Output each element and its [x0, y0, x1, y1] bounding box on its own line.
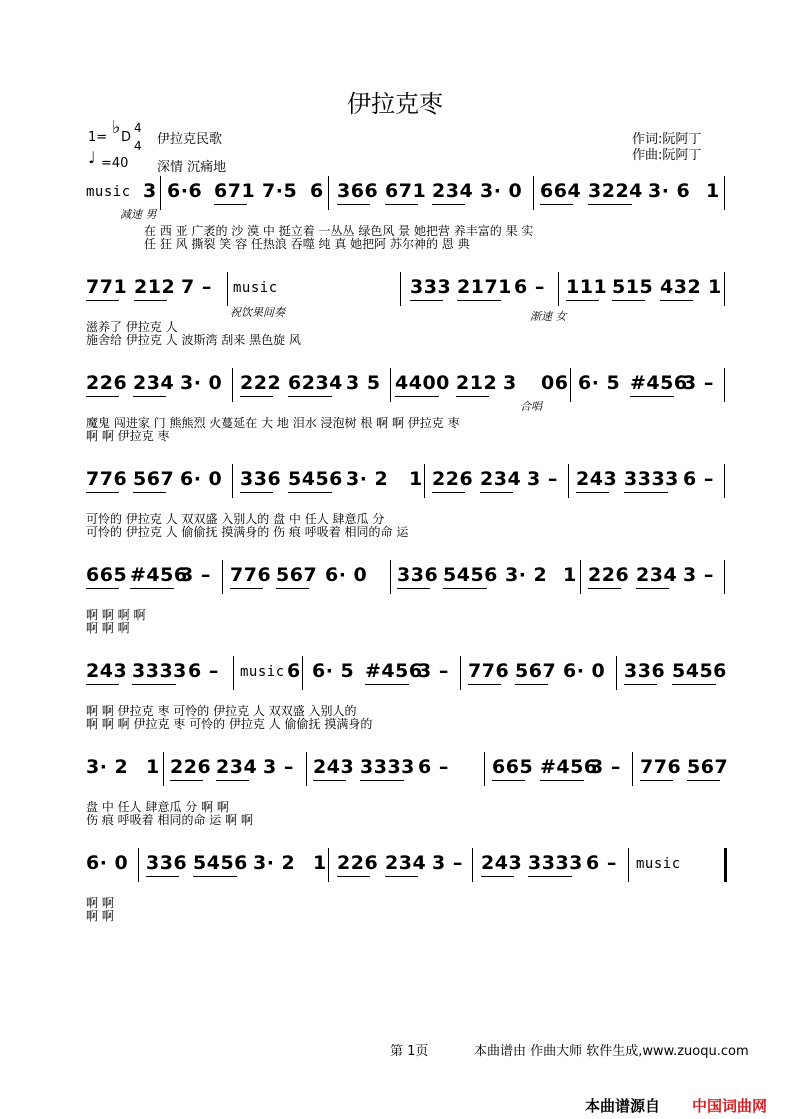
bar-line: [484, 752, 485, 786]
note-group: 336: [240, 468, 282, 490]
music-interlude-label: music: [240, 664, 285, 680]
note-group: 567: [133, 468, 175, 490]
composer: 作曲:阮阿丁: [632, 148, 702, 163]
note-group: 1: [708, 276, 722, 298]
bar-line: [724, 848, 727, 882]
bar-line: [558, 272, 559, 306]
beam-line: [687, 780, 720, 782]
bar-line: [328, 176, 329, 210]
note-group: 664: [540, 180, 582, 202]
bar-line: [400, 272, 401, 306]
note-group: 336: [624, 660, 666, 682]
lyric-line: 滋养了 伊拉克 人: [86, 320, 178, 334]
beam-line: [588, 204, 632, 206]
beam-line: [515, 684, 548, 686]
beam-line: [134, 300, 167, 302]
beam-line: [360, 780, 404, 782]
quarter-note-icon: ♩: [88, 148, 96, 167]
note-group: 515: [612, 276, 654, 298]
note-group: 567: [515, 660, 557, 682]
beam-line: [288, 396, 332, 398]
beam-line: [86, 396, 119, 398]
note-group: 3 –: [263, 756, 294, 778]
note-group: 243: [576, 468, 618, 490]
mood: 深情 沉痛地: [157, 160, 227, 175]
beam-line: [288, 492, 332, 494]
page-number: 第 1页: [390, 1044, 429, 1059]
beam-line: [397, 588, 430, 590]
beam-line: [630, 396, 674, 398]
beam-line: [576, 492, 609, 494]
performance-mark: 合唱: [520, 400, 542, 413]
generator-note: 本曲谱由 作曲大师 软件生成,www.zuoqu.com: [474, 1044, 749, 1059]
note-group: 3333: [360, 756, 415, 778]
beam-line: [337, 876, 370, 878]
note-group: 226: [86, 372, 128, 394]
beam-line: [86, 588, 119, 590]
beam-line: [672, 684, 716, 686]
note-group: 111: [566, 276, 608, 298]
beam-line: [480, 492, 513, 494]
note-group: 6: [310, 180, 324, 202]
key-flat: ♭: [112, 117, 121, 138]
note-group: 3 –: [527, 468, 558, 490]
beam-line: [146, 876, 179, 878]
note-group: 1: [146, 756, 160, 778]
music-interlude-label: music: [86, 184, 131, 200]
note-group: 3· 0: [480, 180, 523, 202]
bar-line: [724, 368, 725, 402]
beam-line: [540, 780, 584, 782]
performance-mark: 减速 男: [120, 208, 157, 221]
key-prefix: 1=: [88, 130, 108, 145]
note-group: 776: [468, 660, 510, 682]
note-group: #456: [630, 372, 688, 394]
note-group: 2171: [457, 276, 512, 298]
note-group: 3 –: [590, 756, 621, 778]
bar-line: [533, 176, 534, 210]
note-group: 366: [337, 180, 379, 202]
note-group: 3· 2: [253, 852, 296, 874]
note-group: 776: [86, 468, 128, 490]
beam-line: [395, 396, 439, 398]
note-group: #456: [130, 564, 188, 586]
beam-line: [456, 396, 489, 398]
lyric-line: 在 西 亚 广袤的 沙 漠 中 挺立着 一丛丛 绿色风 景 她把营 养丰富的 果 实: [144, 224, 534, 238]
beam-line: [193, 876, 237, 878]
note-group: 226: [588, 564, 630, 586]
note-group: 3 –: [683, 564, 714, 586]
note-group: 776: [640, 756, 682, 778]
source-label: 本曲谱源自: [585, 1097, 661, 1115]
bar-line: [160, 176, 161, 210]
note-group: 3 –: [432, 852, 463, 874]
note-group: 243: [313, 756, 355, 778]
note-group: 226: [170, 756, 212, 778]
note-group: 432: [660, 276, 702, 298]
note-group: 3 –: [683, 372, 714, 394]
lyric-line: 魔鬼 闯进家 门 熊熊烈 火蔓延在 大 地 泪水 浸泡树 根 啊 啊 伊拉克 枣: [86, 416, 460, 430]
lyric-line: 啊 啊: [86, 896, 114, 910]
note-group: 3 –: [180, 564, 211, 586]
bar-line: [233, 656, 234, 690]
note-group: 6 –: [418, 756, 449, 778]
bar-line: [460, 656, 461, 690]
beam-line: [640, 780, 673, 782]
beam-line: [86, 684, 119, 686]
performance-mark: 渐速 女: [530, 310, 567, 323]
note-group: 5456: [443, 564, 498, 586]
note-group: 3· 0: [180, 372, 223, 394]
note-group: 6· 0: [86, 852, 129, 874]
note-group: 234: [636, 564, 678, 586]
note-group: 1: [409, 468, 423, 490]
note-group: 333: [410, 276, 452, 298]
note-group: 212: [456, 372, 498, 394]
beam-line: [365, 684, 409, 686]
beam-line: [660, 300, 693, 302]
music-interlude-label: music: [636, 856, 681, 872]
lyric-line: 啊 啊 啊 啊: [86, 608, 146, 622]
key-note: D: [121, 130, 132, 145]
beam-line: [481, 876, 514, 878]
lyric-line: 啊 啊 伊拉克 枣 可怜的 伊拉克 人 双双盛 入别人的: [86, 704, 357, 718]
note-group: 336: [146, 852, 188, 874]
note-group: 567: [687, 756, 729, 778]
lyric-line: 任 狂 风 撕裂 笑 容 任热浪 吞噬 纯 真 她把阿 苏尔神的 恩 典: [144, 237, 470, 251]
beam-line: [132, 684, 176, 686]
beam-line: [240, 492, 273, 494]
beam-line: [624, 684, 657, 686]
beam-line: [457, 300, 501, 302]
bar-line: [616, 656, 617, 690]
note-group: 6 –: [683, 468, 714, 490]
bar-line: [390, 368, 391, 402]
note-group: 6· 5: [312, 660, 355, 682]
bar-line: [232, 464, 233, 498]
source-brand: 中国词曲网: [692, 1097, 768, 1115]
note-group: 3· 2: [86, 756, 129, 778]
time-top: 4: [134, 121, 142, 135]
bar-line: [570, 368, 571, 402]
note-group: 3333: [132, 660, 187, 682]
beam-line: [313, 780, 346, 782]
note-group: 3333: [528, 852, 583, 874]
note-group: 7·5: [262, 180, 298, 202]
note-group: 234: [385, 852, 427, 874]
bar-line: [724, 464, 725, 498]
note-group: 222: [240, 372, 282, 394]
note-group: 6 –: [188, 660, 219, 682]
lyric-line: 啊 啊: [86, 909, 114, 923]
note-group: 7 –: [181, 276, 212, 298]
note-group: 665: [86, 564, 128, 586]
bar-line: [724, 176, 725, 210]
note-group: 226: [337, 852, 379, 874]
beam-line: [170, 780, 203, 782]
bar-line: [724, 560, 725, 594]
beam-line: [432, 492, 465, 494]
note-group: 234: [133, 372, 175, 394]
genre: 伊拉克民歌: [157, 132, 223, 147]
bar-line: [222, 560, 223, 594]
bar-line: [632, 752, 633, 786]
lyricist: 作词:阮阿丁: [632, 132, 702, 147]
beam-line: [468, 684, 501, 686]
beam-line: [492, 780, 525, 782]
beam-line: [636, 588, 669, 590]
note-group: 3333: [624, 468, 679, 490]
beam-line: [337, 204, 370, 206]
note-group: 776: [230, 564, 272, 586]
note-group: 6· 5: [578, 372, 621, 394]
note-group: 3· 2: [346, 468, 389, 490]
lyric-line: 伤 痕 呼吸着 相同的命 运 啊 啊: [86, 813, 253, 827]
bar-line: [472, 848, 473, 882]
song-title: 伊拉克枣: [347, 90, 443, 118]
note-group: 771: [86, 276, 128, 298]
note-group: 3: [503, 372, 517, 394]
beam-line: [443, 588, 487, 590]
note-group: 212: [134, 276, 176, 298]
note-group: #456: [365, 660, 423, 682]
note-group: 6·6: [167, 180, 203, 202]
note-group: 336: [397, 564, 439, 586]
bar-line: [390, 560, 391, 594]
note-group: 243: [86, 660, 128, 682]
note-group: 06: [541, 372, 569, 394]
bar-line: [568, 464, 569, 498]
lyric-line: 可怜的 伊拉克 人 双双盛 入别人的 盘 中 任人 肆意瓜 分: [86, 512, 385, 526]
bar-line: [227, 272, 228, 306]
bar-line: [328, 848, 329, 882]
beam-line: [624, 492, 668, 494]
beam-line: [528, 876, 572, 878]
note-group: #456: [540, 756, 598, 778]
beam-line: [230, 588, 263, 590]
note-group: 665: [492, 756, 534, 778]
beam-line: [540, 204, 573, 206]
beam-line: [385, 204, 418, 206]
note-group: 234: [480, 468, 522, 490]
music-interlude-label: music: [233, 280, 278, 296]
note-group: 6234: [288, 372, 343, 394]
lyric-line: 啊 啊 伊拉克 枣: [86, 429, 170, 443]
note-group: 671: [385, 180, 427, 202]
note-group: 226: [432, 468, 474, 490]
note-group: 567: [276, 564, 318, 586]
beam-line: [133, 492, 166, 494]
note-group: 3: [143, 180, 157, 202]
lyric-line: 盘 中 任人 肆意瓜 分 啊 啊: [86, 800, 229, 814]
beam-line: [385, 876, 418, 878]
note-group: 3224: [588, 180, 643, 202]
bar-line: [628, 848, 629, 882]
bar-line: [424, 464, 425, 498]
beam-line: [216, 780, 249, 782]
tempo: =40: [101, 156, 129, 171]
beam-line: [612, 300, 645, 302]
bar-line: [138, 848, 139, 882]
beam-line: [588, 588, 621, 590]
note-group: 6· 0: [563, 660, 606, 682]
note-group: 3 –: [418, 660, 449, 682]
bar-line: [232, 368, 233, 402]
beam-line: [130, 588, 174, 590]
bar-line: [306, 752, 307, 786]
bar-line: [163, 752, 164, 786]
beam-line: [240, 396, 273, 398]
note-group: 6: [287, 660, 301, 682]
lyric-line: 啊 啊 啊 伊拉克 枣 可怜的 伊拉克 人 偷偷抚 摸满身的: [86, 717, 373, 731]
bar-line: [724, 272, 725, 306]
bar-line: [580, 560, 581, 594]
note-group: 5456: [288, 468, 343, 490]
note-group: 1: [706, 180, 720, 202]
note-group: 234: [432, 180, 474, 202]
lyric-line: 可怜的 伊拉克 人 偷偷抚 摸满身的 伤 痕 呼吸着 相同的命 运: [86, 525, 409, 539]
note-group: 3· 6: [648, 180, 691, 202]
note-group: 6· 0: [180, 468, 223, 490]
note-group: 6· 0: [325, 564, 368, 586]
note-group: 1: [563, 564, 577, 586]
time-bottom: 4: [134, 139, 142, 153]
note-group: 3 5: [346, 372, 381, 394]
beam-line: [133, 396, 166, 398]
beam-line: [276, 588, 309, 590]
beam-line: [566, 300, 599, 302]
beam-line: [432, 204, 465, 206]
note-group: 5456: [193, 852, 248, 874]
note-group: 6 –: [586, 852, 617, 874]
note-group: 234: [216, 756, 258, 778]
performance-mark: 祝饮果间奏: [230, 306, 285, 319]
note-group: 6 –: [514, 276, 545, 298]
beam-line: [410, 300, 443, 302]
beam-line: [86, 300, 119, 302]
beam-line: [86, 492, 119, 494]
note-group: 4400: [395, 372, 450, 394]
note-group: 3· 2: [505, 564, 548, 586]
note-group: 671: [214, 180, 256, 202]
lyric-line: 施舍给 伊拉克 人 波斯湾 刮来 黑色旋 风: [86, 333, 301, 347]
lyric-line: 啊 啊 啊: [86, 621, 130, 635]
note-group: 1: [313, 852, 327, 874]
note-group: 243: [481, 852, 523, 874]
beam-line: [214, 204, 247, 206]
bar-line: [302, 656, 303, 690]
note-group: 5456: [672, 660, 727, 682]
